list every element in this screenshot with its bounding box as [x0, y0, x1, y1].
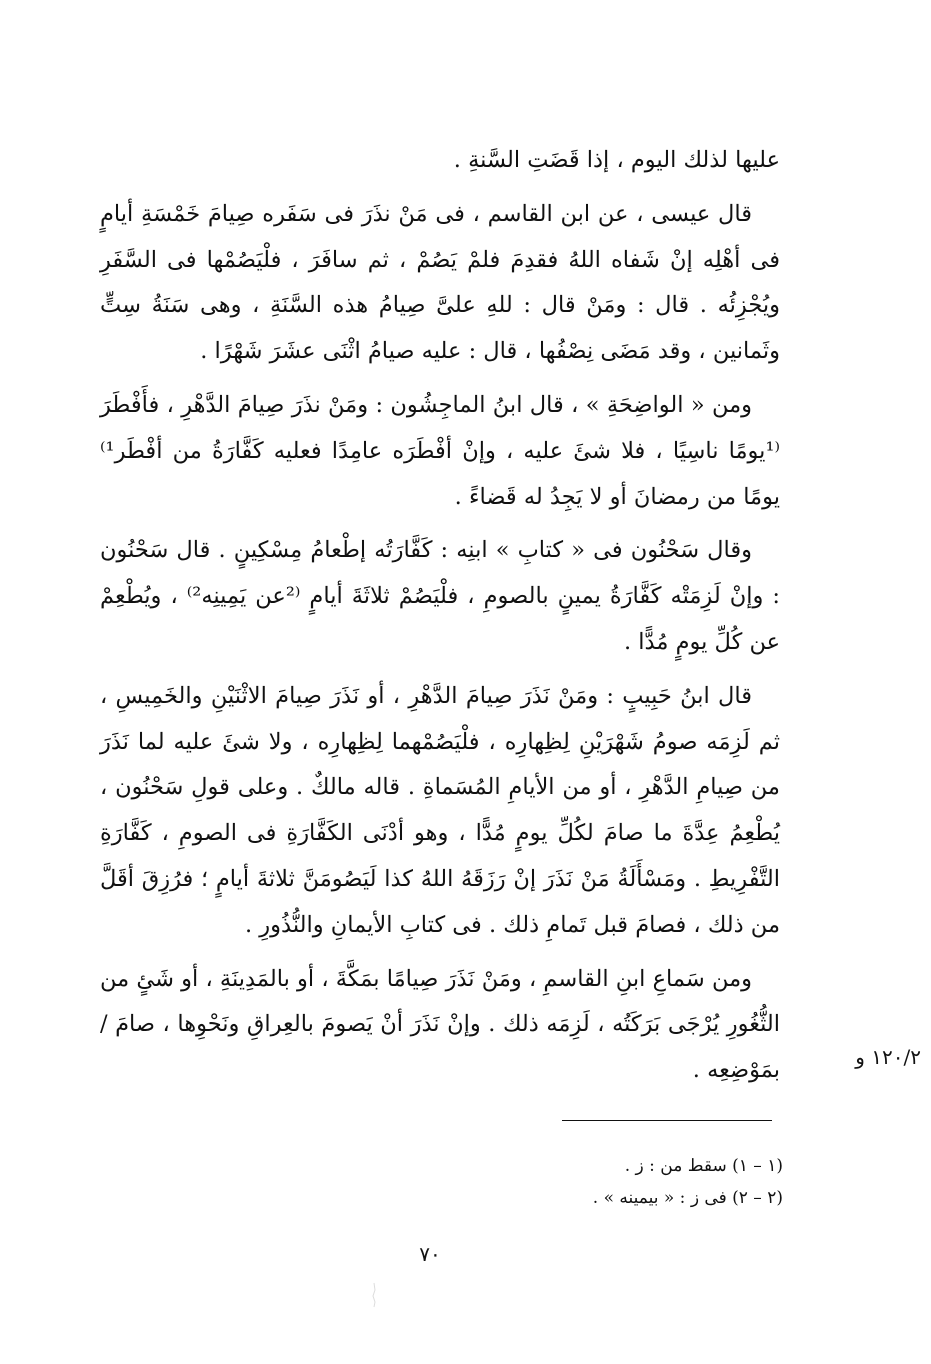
footnote-separator: [562, 1120, 772, 1121]
paragraph: قال عيسى ، عن ابن القاسم ، فى مَنْ نذَرَ فى سَفَره صِيامَ خَمْسَةِ أيامٍ فى أهْلِه إنْ شَفاه اللهُ فقدِمَ فلمْ يَصُمْ ، ثم سافَرَ ، فلْيَصُمْها فى السَّفَرِ ويُجْزِئُه . قال : ومَنْ قال : للهِ علىَّ صِيامُ هذه السَّنَةِ ، وهى سَنَةُ سِتٍّ وثَمانين ، وقد مَضَى نِصْفُها ، قال : عليه صيامُ اثْنَى عشَرَ شَهْرًا .: [100, 200, 780, 365]
paragraph: وقال سَحْنُون فى « كتابِ » ابنِه : كَفَّارَتُه إطْعامُ مِسْكِينٍ . قال سَحْنُون : وإنْ لَزِمَتْه كَفَّارَةُ يمينٍ بالصومِ ، فلْيَصُمْ ثلاثَةَ أيامٍ ⁽²عن يَمِينِه²⁾ ، ويُطْعِمْ عن كُلِّ يومٍ مُدًّا .: [100, 537, 780, 655]
footnotes: [500, 1150, 783, 1214]
page-number: ٧٠: [419, 1242, 441, 1266]
paragraph: قال ابنُ حَبِيبٍ : ومَنْ نَذَرَ صِيامَ الدَّهْرِ ، أو نَذَرَ صِيامَ الاثْنَيْنِ والخَمِيسِ ، ثم لَزِمَه صومُ شَهْرَيْنِ لِظِهارِه ، فلْيَصُمْهما لِظِهارِه ، ولا شئَ عليه لما نَذَرَ من صِيامِ الدَّهْرِ ، أو من الأيامِ المُسَماةِ . قاله مالكٌ . وعلى قولِ سَحْنُون ، يُطْعِمُ عِدَّةَ ما صامَ لكُلِّ يومٍ مُدًّا ، وهو أدْنَى الكَفَّارَةِ فى الصومِ ، كَفَّارَةِ التَّفْرِيطِ . ومَسْأَلَةُ مَنْ نَذَرَ إنْ رَزَقَهُ اللهُ كذا لَيَصُومَنَّ ثلاثةَ أيامٍ ؛ فرُزِقَ أقَلَّ من ذلك ، فصامَ قبل تَمامِ ذلك . فى كتابِ الأيمانِ والنُّذُورِ .: [100, 682, 780, 938]
manuscript-folio-note: ١٢٠/٢ و: [855, 1045, 921, 1069]
scan-speck: [370, 1282, 378, 1308]
paragraph: ومن سَماعِ ابنِ القاسمِ ، ومَنْ نَذَرَ صِيامًا بمَكَّةَ ، أو بالمَدِينَةِ ، أو شَئٍ من الثُّغُورِ يُرْجَى بَرَكَتُه ، لَزِمَه ذلك . وإنْ نَذَرَ أنْ يَصومَ بالعِراقِ ونَحْوِها ، صامَ / بمَوْضِعِه .: [100, 965, 780, 1084]
footnote: (٢ – ٢) فى ز : « بيمينه » .: [592, 1188, 783, 1208]
footnote: (١ – ١) سقط من : ز .: [624, 1156, 783, 1176]
paragraph: ومن « الواضِحَةِ » ، قال ابنُ الماجِشُون : ومَنْ نذَرَ صِيامَ الدَّهْرِ ، فأَفْطَرَ ⁽¹يومًا ناسِيًا ، فلا شئَ عليه ، وإنْ أفْطَرَه عامِدًا فعليه كَفَّارَةُ من أفْطَر¹⁾ يومًا من رمضانَ أو لا يَجِدُ له قَضاءً .: [100, 391, 780, 510]
paragraph: عليها لذلك اليوم ، إذا قَضَتِ السَّنةِ .: [453, 147, 780, 173]
main-text: [100, 138, 780, 1094]
